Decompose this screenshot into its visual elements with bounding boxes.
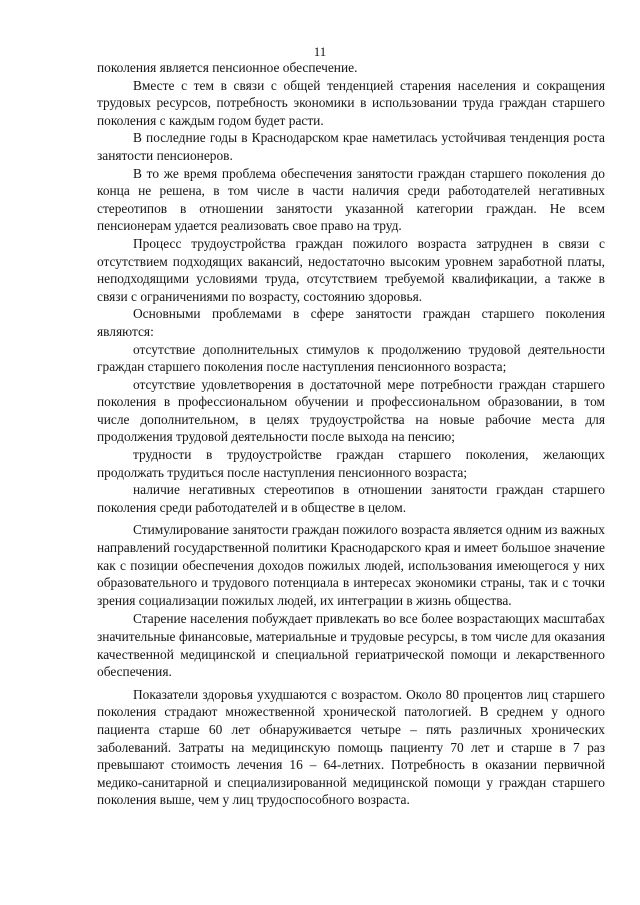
paragraph-employment-trend: В последние годы в Краснодарском крае наметилась устойчивая тенденция роста занятости пенсионеров. xyxy=(97,130,605,163)
paragraph-health-indicators: Показатели здоровья ухудшаются с возрастом. Около 80 процентов лиц старшего поколения страдают множественной хронической патологией. В среднем у одного пациента старше 60 лет обнаруживается четыре – пять различных хронических заболеваний. Затраты на медицинскую помощь пациенту 70 лет и старше в 7 раз превышают стоимость лечения 16 – 64-летних. Потребность в оказании первичной медико-санитарной и специализированной медицинской помощи у граждан старшего поколения выше, чем у лиц трудоспособного возраста. xyxy=(97,686,605,808)
paragraph-aging-resources: Старение населения побуждает привлекать во все более возрастающих масштабах значительные финансовые, материальные и трудовые ресурсы, в том числе для оказания качественной медицинской и специальной гериатрической помощи и лекарственного обеспечения. xyxy=(97,611,605,680)
list-item-training: отсутствие удовлетворения в достаточной мере потребности граждан старшего поколения в профессиональном обучении и профессиональном образовании, в том числе дополнительном, в целях трудоустройства на новые рабочие места для продолжения трудовой деятельности после выхода на пенсию; xyxy=(97,376,605,445)
paragraph-labor-resources: Вместе с тем в связи с общей тенденцией старения населения и сокращения трудовых ресурсов, потребность экономики в использовании труда граждан старшего поколения с каждым годом будет расти. xyxy=(97,77,605,128)
paragraph-stimulating-employment: Стимулирование занятости граждан пожилого возраста является одним из важных направлений государственной политики Краснодарского края и имеет большое значение как с позиции обеспечения доходов пожилых людей, использования имеющегося у них образовательного и трудового потенциала в интересах экономики страны, так и с точки зрения социализации пожилых людей, их интеграции в жизнь общества. xyxy=(97,522,605,608)
page-number: 11 xyxy=(313,44,327,59)
list-item-incentives: отсутствие дополнительных стимулов к продолжению трудовой деятельности граждан старшего поколения после наступления пенсионного возраста; xyxy=(97,341,605,375)
list-item-negative-stereotypes: наличие негативных стереотипов в отношении занятости граждан старшего поколения среди работодателей и в обществе в целом. xyxy=(97,482,605,515)
paragraph-continuation: поколения является пенсионное обеспечение. xyxy=(97,60,358,75)
paragraph-stereotypes: В то же время проблема обеспечения занятости граждан старшего поколения до конца не решена, в том числе в части наличия среди работодателей негативных стереотипов в отношении занятости указанной категории граждан. Не всем пенсионерам удается реализовать свое право на труд. xyxy=(97,165,605,234)
paragraph-employment-difficulties: Процесс трудоустройства граждан пожилого возраста затруднен в связи с отсутствием подходящих вакансий, недостаточно высоким уровнем заработной платы, неподходящими условиями труда, отсутствием требуемой квалификации, а также в связи с ограничениями по возрасту, состоянию здоровья. xyxy=(97,235,605,304)
list-item-job-search: трудности в трудоустройстве граждан старшего поколения, желающих продолжать трудиться после наступления пенсионного возраста; xyxy=(97,447,605,480)
body-text xyxy=(97,59,605,809)
paragraph-main-problems-intro: Основными проблемами в сфере занятости граждан старшего поколения являются: xyxy=(97,306,605,339)
